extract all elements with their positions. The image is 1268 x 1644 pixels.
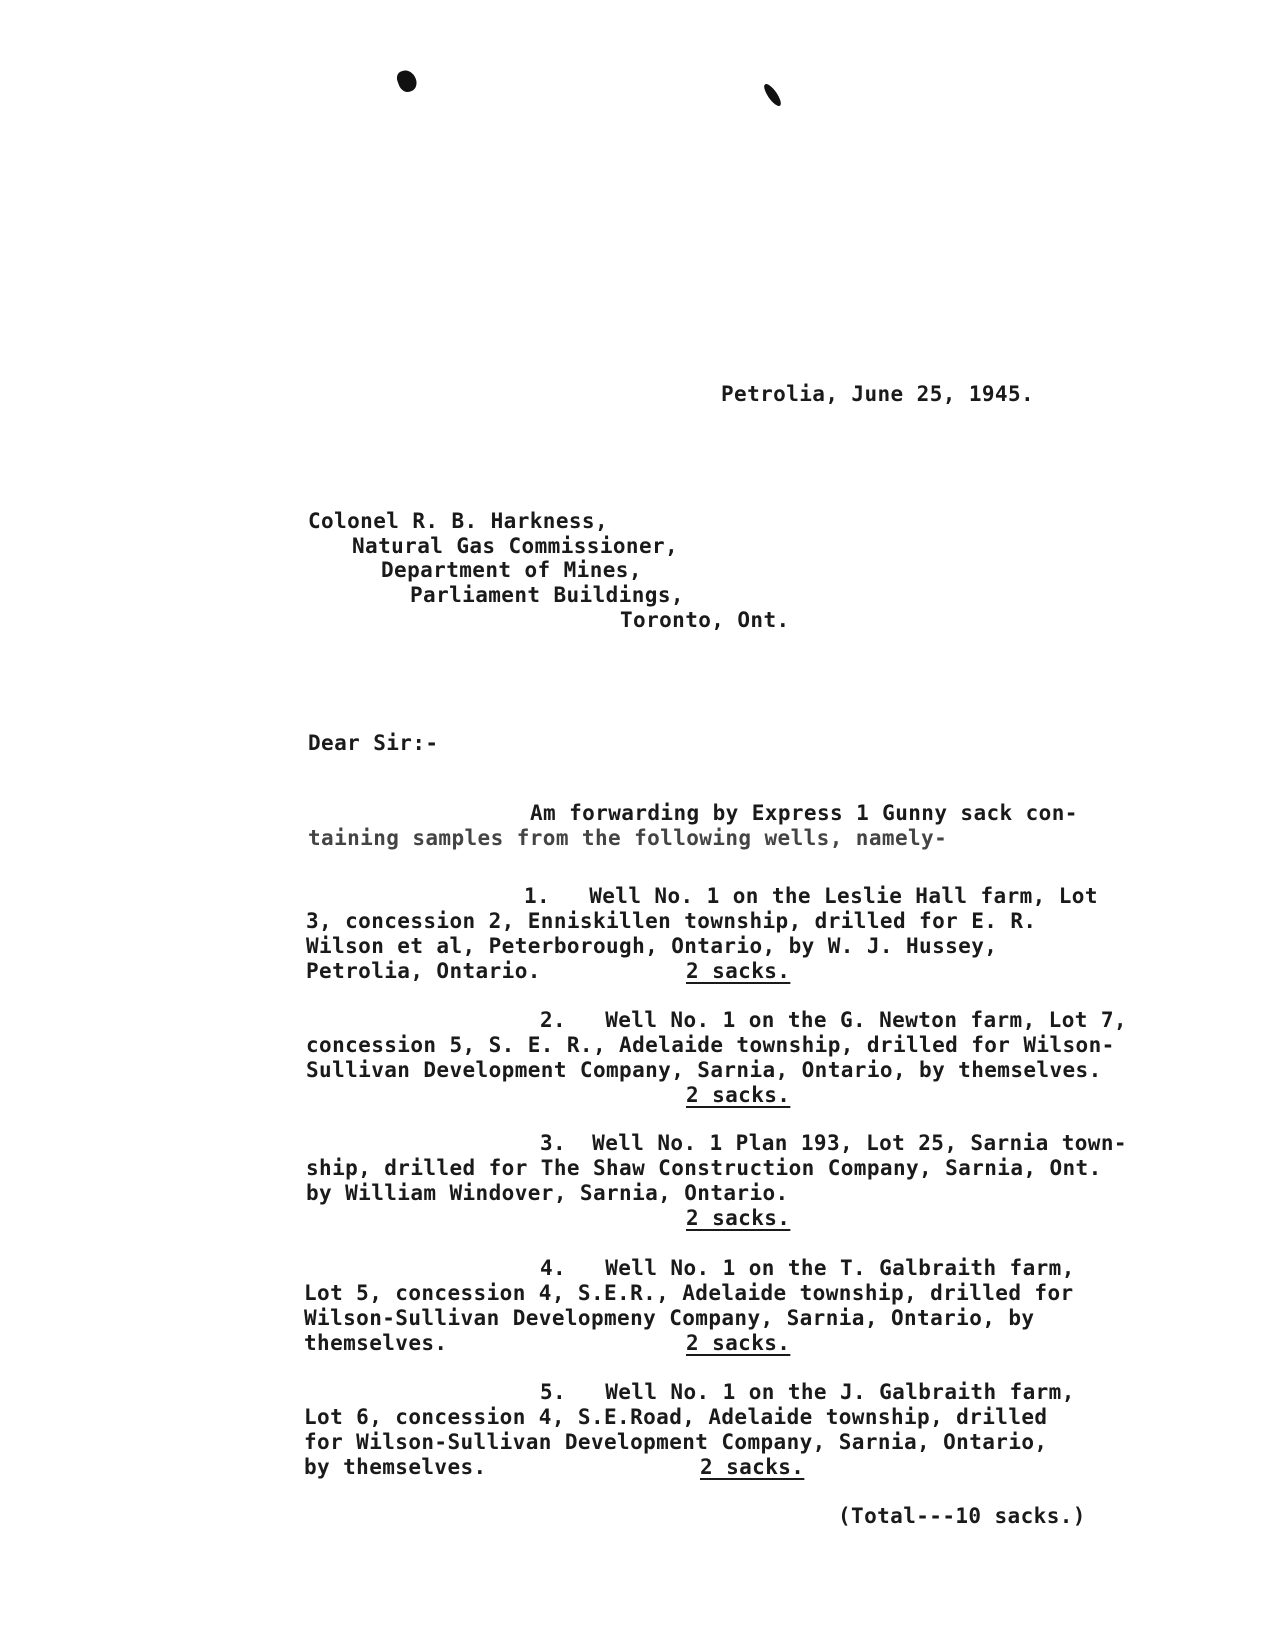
recipient-city: Toronto, Ont.: [620, 608, 790, 632]
well-5-sacks: 2 sacks.: [700, 1455, 805, 1479]
recipient-department: Department of Mines,: [381, 558, 642, 582]
intro-line-1: Am forwarding by Express 1 Gunny sack con-: [530, 801, 1078, 825]
well-3-line-1: 3. Well No. 1 Plan 193, Lot 25, Sarnia town-: [540, 1131, 1127, 1155]
well-1-line-1: 1. Well No. 1 on the Leslie Hall farm, Lot: [524, 884, 1098, 908]
well-4-line-2: Lot 5, concession 4, S.E.R., Adelaide township, drilled for: [304, 1281, 1074, 1305]
dateline: Petrolia, June 25, 1945.: [721, 382, 1035, 406]
well-3-line-3: by William Windover, Sarnia, Ontario.: [306, 1181, 789, 1205]
well-5-line-2: Lot 6, concession 4, S.E.Road, Adelaide township, drilled: [304, 1405, 1048, 1429]
well-2-line-3: Sullivan Development Company, Sarnia, Ontario, by themselves.: [306, 1058, 1102, 1082]
well-5-line-3: for Wilson-Sullivan Development Company, Sarnia, Ontario,: [304, 1430, 1048, 1454]
well-4-line-3: Wilson-Sullivan Developmeny Company, Sarnia, Ontario, by: [304, 1306, 1035, 1330]
ink-blot-right: [761, 82, 783, 108]
well-5-line-4: by themselves.: [304, 1455, 487, 1479]
well-2-sacks: 2 sacks.: [686, 1083, 791, 1107]
well-1-line-2: 3, concession 2, Enniskillen township, drilled for E. R.: [306, 909, 1037, 933]
well-4-sacks: 2 sacks.: [686, 1331, 791, 1355]
intro-line-2: taining samples from the following wells, namely-: [308, 826, 948, 850]
well-3-sacks: 2 sacks.: [686, 1206, 791, 1230]
ink-blot-left: [395, 68, 419, 95]
well-3-line-2: ship, drilled for The Shaw Construction Company, Sarnia, Ont.: [306, 1156, 1102, 1180]
well-1-sacks: 2 sacks.: [686, 959, 791, 983]
well-1-line-3: Wilson et al, Peterborough, Ontario, by W. J. Hussey,: [306, 934, 998, 958]
well-4-line-1: 4. Well No. 1 on the T. Galbraith farm,: [540, 1256, 1075, 1280]
recipient-building: Parliament Buildings,: [410, 583, 684, 607]
well-4-line-4: themselves.: [304, 1331, 448, 1355]
well-2-line-2: concession 5, S. E. R., Adelaide township, drilled for Wilson-: [306, 1033, 1115, 1057]
well-1-line-4: Petrolia, Ontario.: [306, 959, 541, 983]
well-5-line-1: 5. Well No. 1 on the J. Galbraith farm,: [540, 1380, 1075, 1404]
well-2-line-1: 2. Well No. 1 on the G. Newton farm, Lot 7,: [540, 1008, 1127, 1032]
total-sacks: (Total---10 sacks.): [838, 1504, 1086, 1528]
recipient-title: Natural Gas Commissioner,: [352, 534, 679, 558]
salutation: Dear Sir:-: [308, 731, 439, 755]
recipient-name: Colonel R. B. Harkness,: [308, 509, 608, 533]
